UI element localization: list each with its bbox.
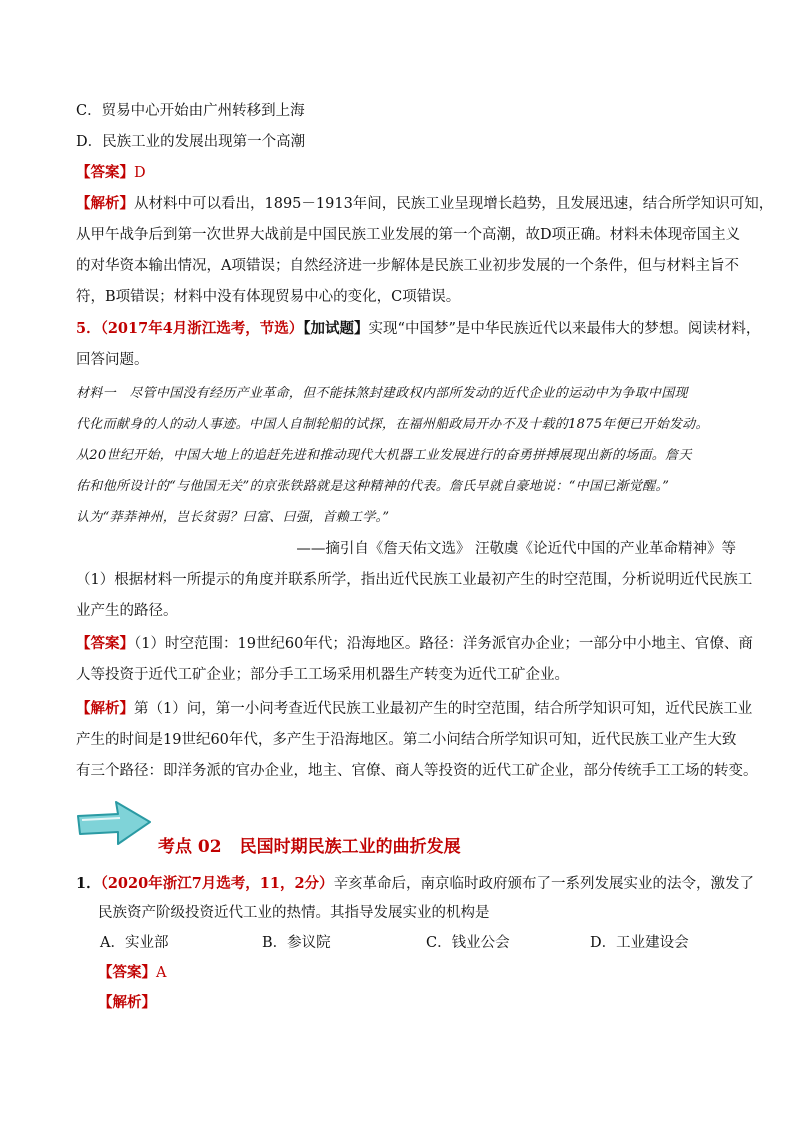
analysis-line: 的对华资本输出情况，A项错误；自然经济进一步解体是民族工业初步发展的一个条件，但与材料主旨不	[76, 258, 739, 274]
material-citation: ——摘引自《詹天佑文选》 汪敬虞《论近代中国的产业革命精神》等	[296, 541, 736, 557]
analysis-line: 有三个路径：即洋务派的官办企业，地主、官僚、商人等投资的近代工矿企业，部分传统手工工场的转变。	[76, 763, 758, 779]
option-c: C．贸易中心开始由广州转移到上海	[76, 103, 305, 119]
option-c: C．钱业公会	[426, 935, 510, 951]
sub-question-line: 业产生的路径。	[76, 603, 178, 619]
question-stem-line: 回答问题。	[76, 352, 149, 368]
section-heading	[158, 832, 479, 857]
question-source: （2017年4月浙江选考，节选）	[100, 320, 304, 337]
answer-line: 人等投资于近代工矿企业；部分手工工场采用机器生产转变为近代工矿企业。	[76, 667, 569, 683]
answer-row: 【答案】（1）时空范围：19世纪60年代；沿海地区。路径：洋务派官办企业；一部分中小地主、官僚、商	[76, 635, 753, 652]
answer-value: A	[156, 965, 167, 981]
answer-label: 【答案】	[76, 164, 134, 181]
question-1-stem: 1．（2020年浙江7月选考，11，2分）辛亥革命后，南京临时政府颁布了一系列发展实业的法令，激发了	[76, 875, 755, 892]
answer-label: 【答案】	[76, 635, 134, 652]
option-d: D．民族工业的发展出现第一个高潮	[76, 134, 306, 150]
question-5-stem: 5．（2017年4月浙江选考，节选）【加试题】实现“中国梦”是中华民族近代以来最伟大的梦想。阅读材料，	[76, 320, 761, 337]
material-line: 佑和他所设计的“与他国无关”的京张铁路就是这种精神的代表。詹氏早就自豪地说：“中国已渐觉醒。”	[76, 479, 670, 494]
material-line: 从20世纪开始，中国大地上的追赶先进和推动现代大机器工业发展进行的奋勇拼搏展现出新的场面。詹天	[76, 448, 692, 463]
material-line: 代化而献身的人的动人事迹。中国人自制轮船的试探，在福州船政局开办不及十载的1875年便已开始发动。	[76, 417, 709, 432]
material-line: 材料一 尽管中国没有经历产业革命，但不能抹煞封建政权内部所发动的近代企业的运动中为争取中国现	[76, 386, 688, 401]
analysis-label: 【解析】	[76, 700, 134, 717]
arrow-right-icon	[74, 798, 154, 848]
sub-question-line: （1）根据材料一所提示的角度并联系所学，指出近代民族工业最初产生的时空范围，分析说明近代民族工	[76, 572, 753, 588]
question-number: 1．	[76, 875, 101, 892]
option-d: D．工业建设会	[590, 935, 689, 951]
answer-value: D	[134, 165, 146, 181]
material-line: 认为“莽莽神州，岂长贫弱？曰富、曰强，首赖工学。”	[76, 510, 390, 525]
question-source: （2020年浙江7月选考，11，2分）	[100, 875, 334, 892]
analysis-line: 产生的时间是19世纪60年代，多产生于沿海地区。第二小问结合所学知识可知，近代民族工业产生大致	[76, 732, 737, 748]
analysis-line: 【解析】第（1）问，第一小问考查近代民族工业最初产生的时空范围，结合所学知识可知，近代民族工业	[76, 700, 753, 717]
analysis-row	[98, 993, 758, 1013]
answer-row	[76, 163, 736, 183]
answer-row	[98, 963, 758, 983]
answer-label: 【答案】	[98, 964, 156, 981]
section-number: 考点 02	[158, 837, 222, 857]
analysis-line: 【解析】从材料中可以看出，1895－1913年间，民族工业呈现增长趋势，且发展迅速，结合所学知识可知，	[76, 195, 774, 212]
analysis-line: 符，B项错误；材料中没有体现贸易中心的变化，C项错误。	[76, 289, 461, 305]
section-title: 民国时期民族工业的曲折发展	[239, 837, 461, 857]
question-stem-line: 民族资产阶级投资近代工业的热情。其指导发展实业的机构是	[98, 905, 490, 921]
question-number: 5．	[76, 320, 101, 337]
analysis-label: 【解析】	[76, 195, 134, 212]
option-a: A．实业部	[100, 935, 169, 951]
option-b: B．参议院	[262, 935, 331, 951]
question-tag: 【加试题】	[303, 320, 369, 337]
analysis-label: 【解析】	[98, 994, 156, 1011]
analysis-line: 从甲午战争后到第一次世界大战前是中国民族工业发展的第一个高潮，故D项正确。材料未体现帝国主义	[76, 227, 741, 243]
